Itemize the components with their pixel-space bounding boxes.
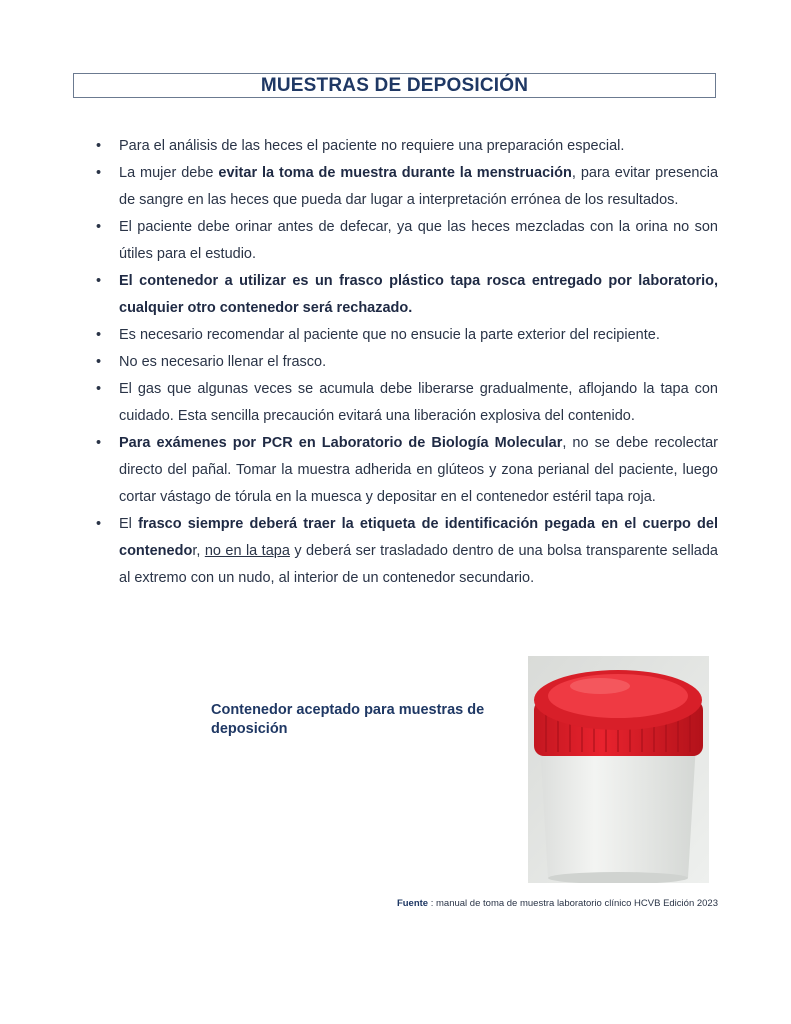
sample-container-image (528, 656, 709, 883)
bold-text: frasco siempre deberá traer la etiqueta de identificación pegada en el cuerpo del contenedo (119, 516, 719, 559)
text: El paciente debe orinar antes de defecar, ya que las heces mezcladas con la orina no son útiles para el estudio. (119, 219, 718, 262)
figure-caption: Contenedor aceptado para muestras de deposición (211, 702, 485, 737)
bullet-item (96, 430, 718, 511)
bullet-item (96, 268, 718, 322)
source-text: : manual de toma de muestra laboratorio clínico HCVB Edición 2023 (428, 898, 718, 909)
bold-text: Para exámenes por PCR en Laboratorio de Biología Molecular (119, 435, 563, 451)
instructions-list (96, 133, 718, 592)
bullet-item (96, 322, 718, 349)
text: r, (192, 543, 205, 559)
text: y deberá ser trasladado dentro de una bolsa transparente sellada al extremo con un nudo, al interior de un contenedor secundario. (119, 543, 718, 586)
bold-text: evitar la toma de muestra durante la menstruación (218, 165, 572, 181)
source-label: Fuente (396, 898, 429, 909)
text: Es necesario recomendar al paciente que no ensucie la parte exterior del recipiente. (119, 327, 660, 343)
bullet-item (96, 133, 718, 160)
bullet-item (96, 214, 718, 268)
container-photo (528, 656, 709, 883)
bullet-item (96, 160, 718, 214)
page-title: MUESTRAS DE DEPOSICIÓN (260, 74, 529, 96)
source-note (397, 898, 718, 909)
text: El gas que algunas veces se acumula debe liberarse gradualmente, aflojando la tapa con cuidado. Esta sencilla precaución evitará una liberación explosiva del contenido. (119, 381, 718, 424)
bullet-item (96, 511, 718, 592)
text: , no se debe recolectar directo del pañal. Tomar la muestra adherida en glúteos y zona perianal del paciente, luego cortar vástago de tórula en la muesca y depositar en el contenedor estéril tapa roja. (119, 435, 718, 505)
text: Para el análisis de las heces el paciente no requiere una preparación especial. (119, 138, 625, 154)
text: La mujer debe (119, 165, 219, 181)
bullet-item (96, 376, 718, 430)
text: , para evitar presencia de sangre en las heces que pueda dar lugar a interpretación errónea de los resultados. (119, 165, 719, 208)
text: El (119, 516, 139, 532)
text: No es necesario llenar el frasco. (119, 354, 327, 370)
underlined-text: no en la tapa (204, 543, 290, 559)
bullet-item (96, 349, 718, 376)
title-box (73, 73, 716, 98)
bold-text: El contenedor a utilizar es un frasco plástico tapa rosca entregado por laboratorio, cualquier otro contenedor será rechazado. (119, 273, 718, 316)
